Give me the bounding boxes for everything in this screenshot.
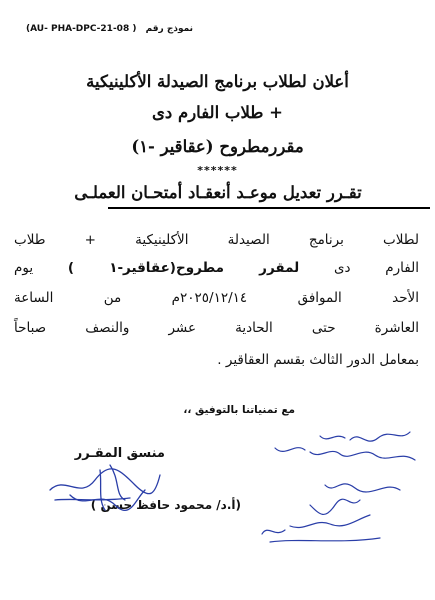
body-line-2-end: يوم	[14, 260, 68, 276]
decision-title: تقـرر تعديل موعـد أنعقـاد أمتحـان العملـى	[74, 183, 362, 202]
coordinator-signature	[40, 440, 170, 530]
coordinator-name: (أ.د/ محمود حافظ حسن )	[90, 498, 241, 512]
form-number-label: نموذج رقم	[145, 24, 194, 34]
decision-underline	[108, 207, 430, 209]
coordinator-title: منسق المقـرر	[74, 446, 165, 461]
form-number	[26, 24, 193, 34]
heading-line-2: + طلاب الفارم دى	[151, 103, 283, 122]
body-line-2-start: الفارم دى	[299, 260, 419, 276]
body-line-4: العاشرة حتى الحادية عشر والنصف صباحاً	[14, 320, 419, 336]
course-name: لمقرر مطروح(عقاقير-١ )	[67, 260, 300, 276]
body-line-5: بمعامل الدور الثالث بقسم العقاقير .	[217, 352, 419, 368]
wishes-text: مع تمنياتنا بالتوفيق ،،	[183, 404, 295, 416]
body-line-3: الأحد الموافق ٢٠٢٥/١٢/١٤م من الساعة	[14, 290, 419, 306]
heading-line-1: أعلان لطلاب برنامج الصيدلة الأكلينيكية	[86, 72, 349, 91]
form-number-code: (AU- PHA-DPC-21-08 )	[26, 24, 137, 34]
body-line-1: لطلاب برنامج الصيدلة الأكلينيكية + طلاب	[14, 232, 419, 248]
approval-signature	[250, 420, 420, 560]
decision-title-wrap	[18, 183, 418, 202]
separator: ******	[197, 164, 238, 177]
heading-line-3: مقررمطروح (عقاقير -١)	[131, 137, 304, 156]
body-line-2	[14, 260, 419, 276]
